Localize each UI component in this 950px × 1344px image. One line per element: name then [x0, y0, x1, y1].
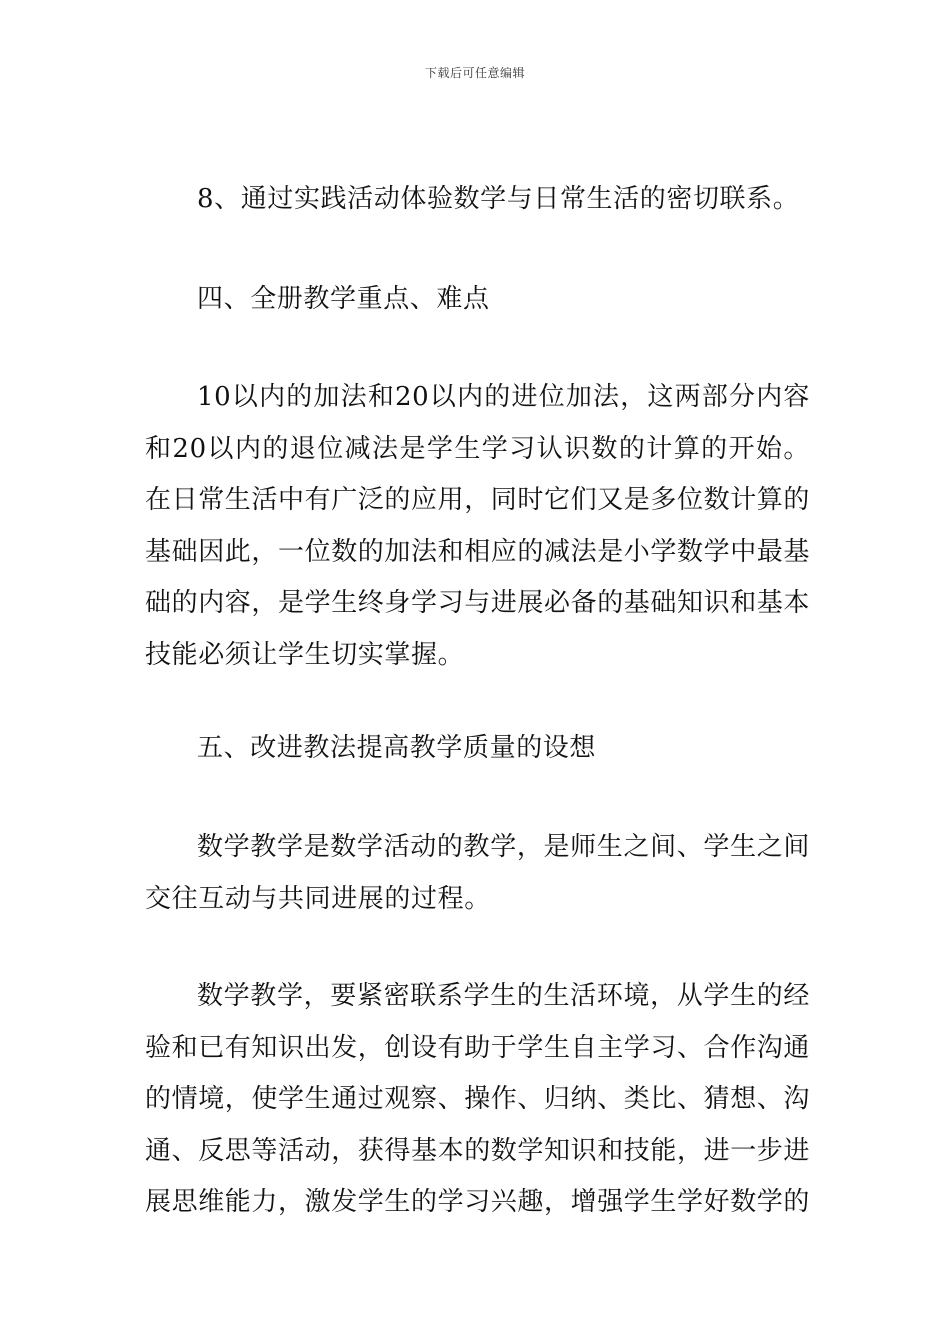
- paragraph-teaching-2: 数学教学，要紧密联系学生的生活环境，从学生的经验和已有知识出发，创设有助于学生自主学习、合作沟通的情境，使学生通过观察、操作、归纳、类比、猜想、沟通、反思等活动，获得基本的数学知识和技能，进一步进展思维能力，激发学生的学习兴趣，增强学生学好数学的: [145, 981, 811, 1217]
- section-heading-5: 五、改进教法提高教学质量的设想: [197, 733, 597, 763]
- paragraph-teaching-1: 数学教学是数学活动的教学，是师生之间、学生之间交往互动与共同进展的过程。: [145, 832, 810, 914]
- list-item-8: 8、通过实践活动体验数学与日常生活的密切联系。: [197, 184, 800, 214]
- page-header: 下载后可任意编辑: [424, 66, 525, 80]
- paragraph-key-points: 10以内的加法和20以内的进位加法，这两部分内容和20以内的退位减法是学生学习认识数的计算的开始。在日常生活中有广泛的应用，同时它们又是多位数计算的基础因此，一位数的加法和相应的减法是小学数学中最基础的内容，是学生终身学习与进展必备的基础知识和基本技能必须让学生切实掌握。: [145, 382, 811, 670]
- section-heading-4: 四、全册教学重点、难点: [197, 284, 490, 314]
